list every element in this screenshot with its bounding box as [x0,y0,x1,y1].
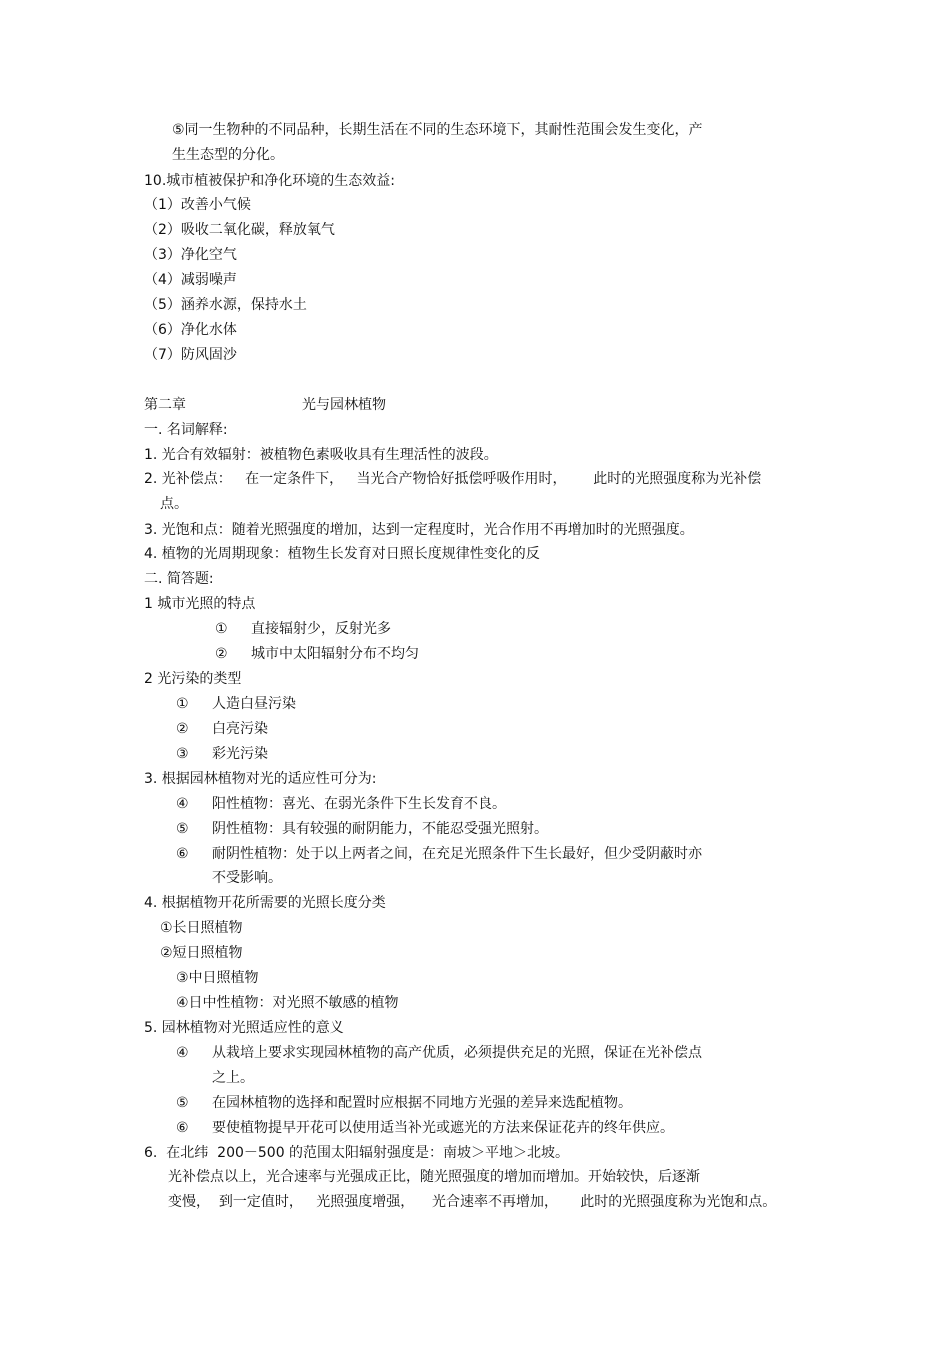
question-heading: 3. 根据园林植物对光的适应性可分为: [144,771,377,787]
item-text: 在园林植物的选择和配置时应根据不同地方光强的差异来选配植物。 [212,1095,632,1111]
question-heading: 4. 根据植物开花所需要的光照长度分类 [144,895,386,911]
text-line: ⑤同一生物种的不同品种，长期生活在不同的生态环境下，其耐性范围会发生变化，产 [172,122,703,138]
item-number: ⑤ [176,1095,189,1111]
list-item: （5）涵养水源，保持水土 [144,297,307,313]
item-text: 直接辐射少，反射光多 [251,621,391,637]
list-item [176,845,702,863]
paragraph-line: 变慢， 到一定值时， 光照强度增强， 光合速率不再增加， 此时的光照强度称为光饱和点。 [168,1194,777,1210]
item-number: ② [176,721,189,737]
list-item [176,745,268,763]
section-heading: 二. 简答题: [144,571,214,587]
question-heading: 5. 园林植物对光照适应性的意义 [144,1020,344,1036]
list-item: ②短日照植物 [160,945,243,961]
item-text: 要使植物提早开花可以使用适当补光或遮光的方法来保证花卉的终年供应。 [212,1120,674,1136]
list-item: （3）净化空气 [144,247,237,263]
item-text: 白亮污染 [212,721,268,737]
item-text: 人造白昼污染 [212,696,296,712]
question-heading: 1 城市光照的特点 [144,596,256,612]
definition: 3. 光饱和点：随着光照强度的增加，达到一定程度时，光合作用不再增加时的光照强度。 [144,522,694,538]
item-number: ⑥ [176,846,189,862]
list-item: （7）防风固沙 [144,347,237,363]
list-item: （1）改善小气候 [144,197,251,213]
item-text: 从栽培上要求实现园林植物的高产优质，必须提供充足的光照，保证在光补偿点 [212,1045,702,1061]
list-item-cont: 不受影响。 [212,870,282,886]
question-heading: 2 光污染的类型 [144,671,242,687]
list-item: ④日中性植物：对光照不敏感的植物 [176,995,399,1011]
item-text: 耐阴性植物：处于以上两者之间，在充足光照条件下生长最好，但少受阴蔽时亦 [212,846,702,862]
list-item-cont: 之上。 [212,1070,254,1086]
item-number: ④ [176,1045,189,1061]
chapter-number: 第二章 [144,397,186,413]
item-number: ⑤ [176,821,189,837]
definition: 2. 光补偿点： 在一定条件下， 当光合产物恰好抵偿呼吸作用时， 此时的光照强度称为光补偿 [144,471,762,487]
list-item [176,720,268,738]
item-number: ⑥ [176,1120,189,1136]
text-line: 生生态型的分化。 [172,147,284,163]
definition: 4. 植物的光周期现象：植物生长发育对日照长度规律性变化的反 [144,546,540,562]
list-item [176,820,548,838]
list-item [176,1044,702,1062]
list-item [215,620,391,638]
question-heading: 10.城市植被保护和净化环境的生态效益: [144,173,395,189]
list-item: （6）净化水体 [144,322,237,338]
list-item: ①长日照植物 [160,920,243,936]
list-item: （4）减弱噪声 [144,272,237,288]
paragraph-line: 光补偿点以上，光合速率与光强成正比，随光照强度的增加而增加。开始较快，后逐渐 [168,1169,700,1185]
section-heading: 一. 名词解释: [144,422,228,438]
item-number: ④ [176,796,189,812]
item-text: 阳性植物：喜光、在弱光条件下生长发育不良。 [212,796,506,812]
item-text: 阴性植物：具有较强的耐阴能力，不能忍受强光照射。 [212,821,548,837]
item-number: ① [215,621,228,637]
question-heading: 6. 在北纬 200－500 的范围太阳辐射强度是：南坡＞平地＞北坡。 [144,1145,570,1161]
list-item: （2）吸收二氧化碳，释放氧气 [144,222,335,238]
list-item: ③中日照植物 [176,970,259,986]
item-number: ① [176,696,189,712]
list-item [176,795,506,813]
item-number: ② [215,646,228,662]
definition: 1. 光合有效辐射：被植物色素吸收具有生理活性的波段。 [144,447,498,463]
definition-cont: 点。 [160,496,188,512]
item-text: 城市中太阳辐射分布不均匀 [251,646,419,662]
list-item [176,695,296,713]
item-number: ③ [176,746,189,762]
chapter-title: 光与园林植物 [302,397,386,413]
list-item [215,645,419,663]
list-item [176,1094,632,1112]
item-text: 彩光污染 [212,746,268,762]
list-item [176,1119,674,1137]
